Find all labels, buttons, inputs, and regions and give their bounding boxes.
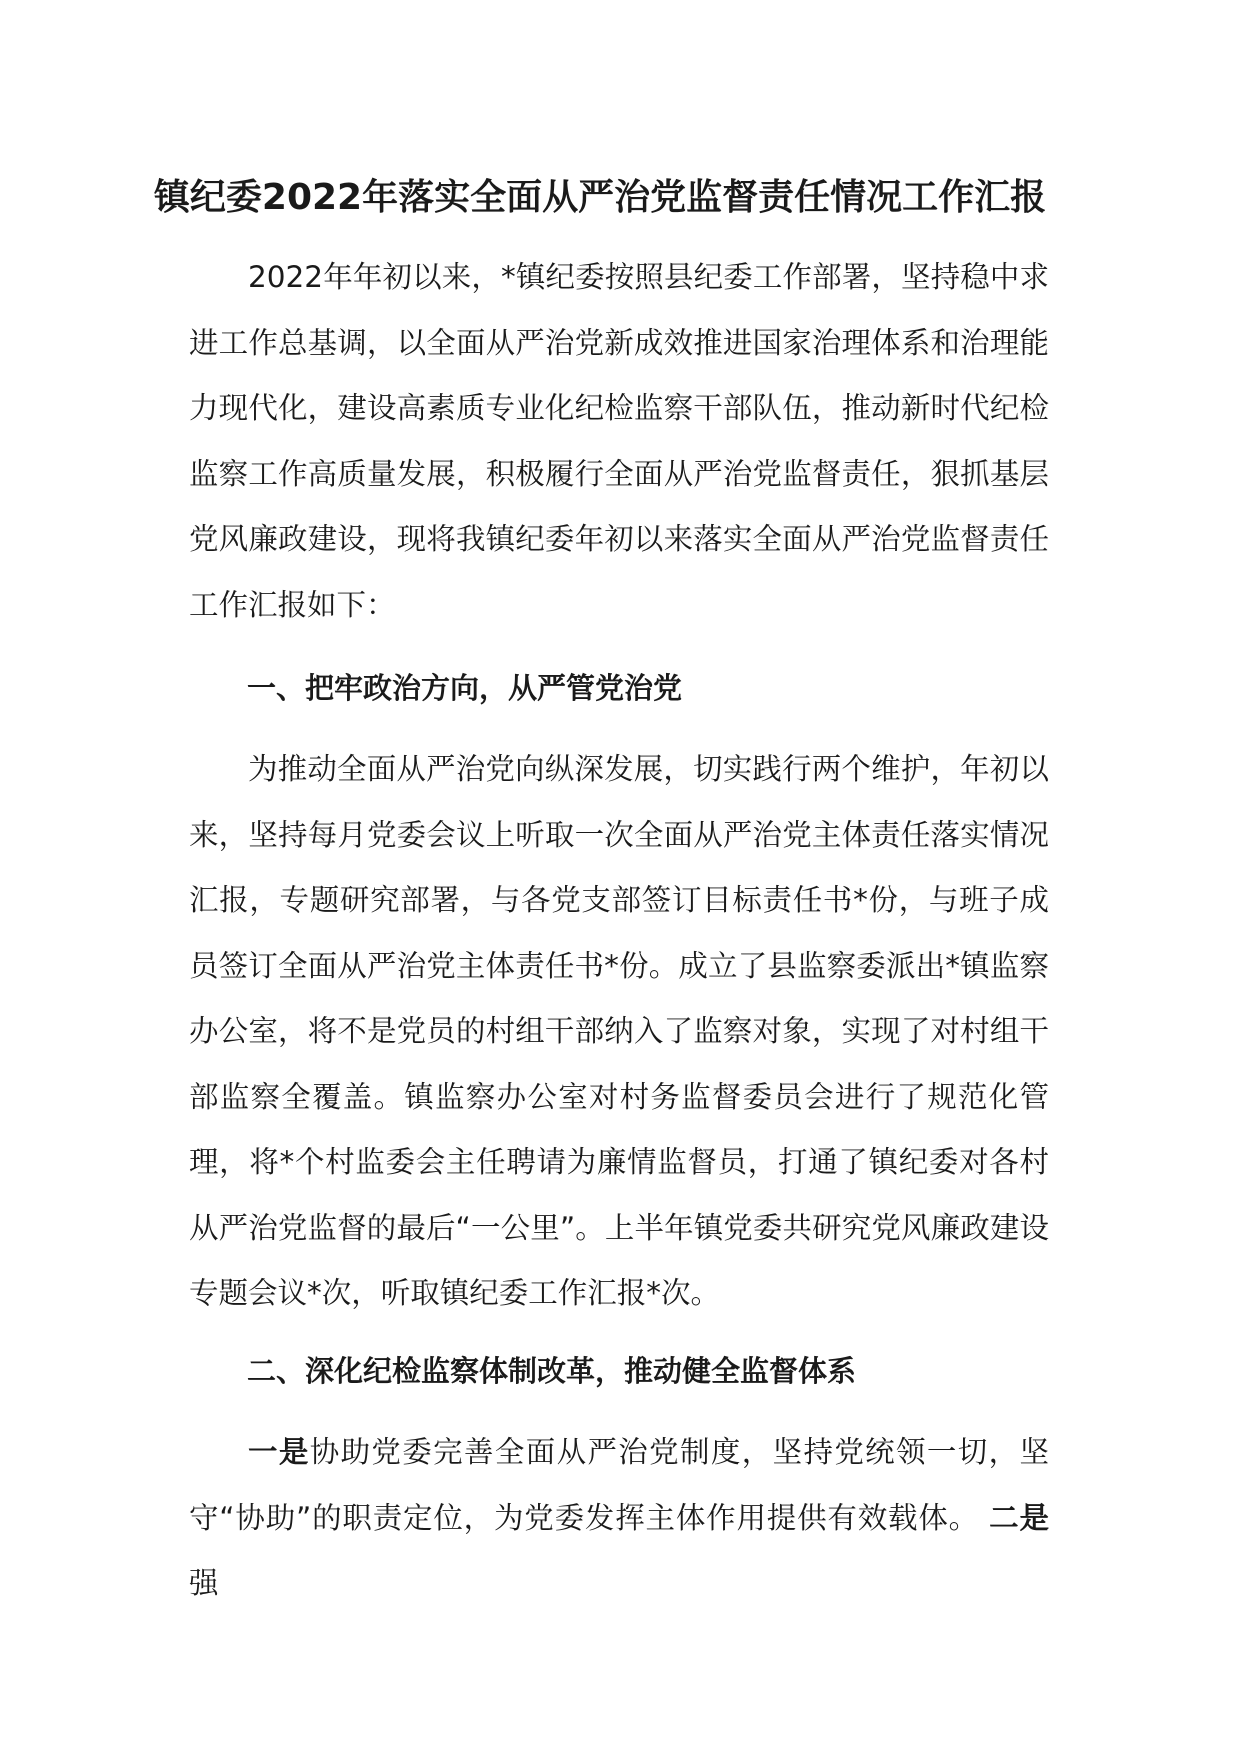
point-2-text: 强 bbox=[189, 1566, 219, 1600]
section-1-heading: 一、把牢政治方向，从严管党治党 bbox=[247, 671, 683, 705]
intro-paragraph: 2022年年初以来，*镇纪委按照县纪委工作部署，坚持稳中求进工作总基调，以全面从严治党新成效推进国家治理体系和治理能力现代化，建设高素质专业化纪检监察干部队伍，推动新时代纪检监察工作高质量发展，积极履行全面从严治党监督责任，狠抓基层党风廉政建设，现将我镇纪委年初以来落实全面从严治党监督责任工作汇报如下： bbox=[189, 260, 1049, 622]
section-2-paragraph bbox=[189, 1420, 1049, 1617]
point-2-lead: 二是 bbox=[989, 1500, 1049, 1535]
section-1-paragraph: 为推动全面从严治党向纵深发展，切实践行两个维护，年初以来，坚持每月党委会议上听取一次全面从严治党主体责任落实情况汇报，专题研究部署，与各党支部签订目标责任书*份，与班子成员签订全面从严治党主体责任书*份。成立了县监察委派出*镇监察办公室，将不是党员的村组干部纳入了监察对象，实现了对村组干部监察全覆盖。镇监察办公室对村务监督委员会进行了规范化管理，将*个村监委会主任聘请为廉情监督员，打通了镇纪委对各村从严治党监督的最后“一公里”。上半年镇党委共研究党风廉政建设专题会议*次，听取镇纪委工作汇报*次。 bbox=[189, 752, 1049, 1310]
document-title: 镇纪委2022年落实全面从严治党监督责任情况工作汇报 bbox=[153, 177, 1047, 218]
point-1-text: 协助党委完善全面从严治党制度，坚持党统领一切，坚守“协助”的职责定位，为党委发挥主体作用提供有效载体。 bbox=[189, 1435, 1049, 1535]
section-2-heading: 二、深化纪检监察体制改革，推动健全监督体系 bbox=[247, 1354, 857, 1388]
point-1-lead: 一是 bbox=[248, 1435, 310, 1469]
